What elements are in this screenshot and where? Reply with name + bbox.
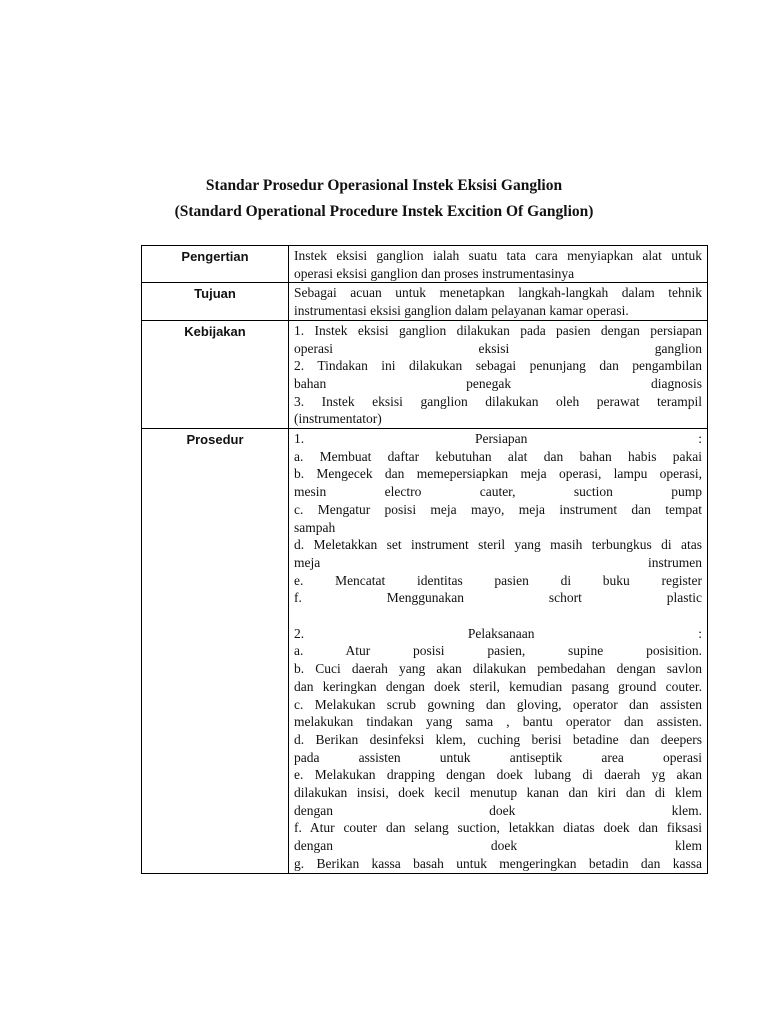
content-line: 1. Instek eksisi ganglion dilakukan pada pasien dengan persiapan [294,322,702,338]
content-line: b. Mengecek dan memepersiapkan meja operasi, lampu operasi, [294,466,702,482]
row-content [289,320,708,428]
content-line: 1. Persiapan : [294,431,702,447]
content-line: dan keringkan dengan doek steril, kemudian pasang ground couter. [294,678,702,694]
content-line: dilakukan insisi, doek kecil menutup kanan dan kiri dan di klem [294,785,702,801]
content-line: dengan doek klem [294,838,702,854]
row-content [289,429,708,874]
sop-row-tujuan [142,283,708,320]
content-line: Instek eksisi ganglion ialah suatu tata cara menyiapkan alat untuk [294,248,702,263]
content-line: melakukan tindakan yang sama , bantu operator dan assisten. [294,714,702,730]
content-line: 3. Instek eksisi ganglion dilakukan oleh perawat terampil [294,393,702,409]
sop-table [141,245,708,874]
row-label: Kebijakan [142,320,289,428]
content-line: b. Cuci daerah yang akan dilakukan pembedahan dengan savlon [294,661,702,677]
row-label: Prosedur [142,429,289,874]
content-line: 2. Pelaksanaan : [294,625,702,641]
content-line: sampah [294,519,336,535]
content-line: a. Membuat daftar kebutuhan alat dan bahan habis pakai [294,448,702,464]
content-line: bahan penegak diagnosis [294,375,702,391]
sop-row-pengertian [142,246,708,283]
blank-line [294,607,702,625]
row-label: Tujuan [142,283,289,320]
row-label: Pengertian [142,246,289,283]
row-content [289,283,708,320]
content-line: e. Melakukan drapping dengan doek lubang di daerah yg akan [294,767,702,783]
content-line: c. Melakukan scrub gowning dan gloving, operator dan assisten [294,696,702,712]
row-content [289,246,708,283]
document-subtitle: (Standard Operational Procedure Instek Excition Of Ganglion) [174,203,594,220]
content-line: g. Berikan kassa basah untuk mengeringkan betadin dan kassa [294,855,702,871]
content-line: instrumentasi eksisi ganglion dalam pelayanan kamar operasi. [294,303,629,319]
content-line: (instrumentator) [294,411,382,427]
content-line: e. Mencatat identitas pasien di buku register [294,572,702,588]
content-line: c. Mengatur posisi meja mayo, meja instrument dan tempat [294,501,702,517]
content-line: pada assisten untuk antiseptik area operasi [294,749,702,765]
content-line: f. Atur couter dan selang suction, letakkan diatas doek dan fiksasi [294,820,702,836]
content-line: a. Atur posisi pasien, supine posisition. [294,643,702,659]
content-line: meja instrumen [294,554,702,570]
content-line: mesin electro cauter, suction pump [294,484,702,500]
content-line: 2. Tindakan ini dilakukan sebagai penunjang dan pengambilan [294,358,702,374]
content-line: dengan doek klem. [294,802,702,818]
sop-row-prosedur [142,429,708,874]
content-line: f. Menggunakan schort plastic [294,590,702,606]
content-line: operasi eksisi ganglion [294,340,702,356]
content-line: d. Meletakkan set instrument steril yang masih terbungkus di atas [294,537,702,553]
content-line: Sebagai acuan untuk menetapkan langkah-langkah dalam tehnik [294,285,702,301]
sop-row-kebijakan [142,320,708,428]
content-line: operasi eksisi ganglion dan proses instrumentasinya [294,265,575,281]
content-line: d. Berikan desinfeksi klem, cuching berisi betadine dan deepers [294,731,702,747]
document-title: Standar Prosedur Operasional Instek Eksisi Ganglion [205,177,563,194]
